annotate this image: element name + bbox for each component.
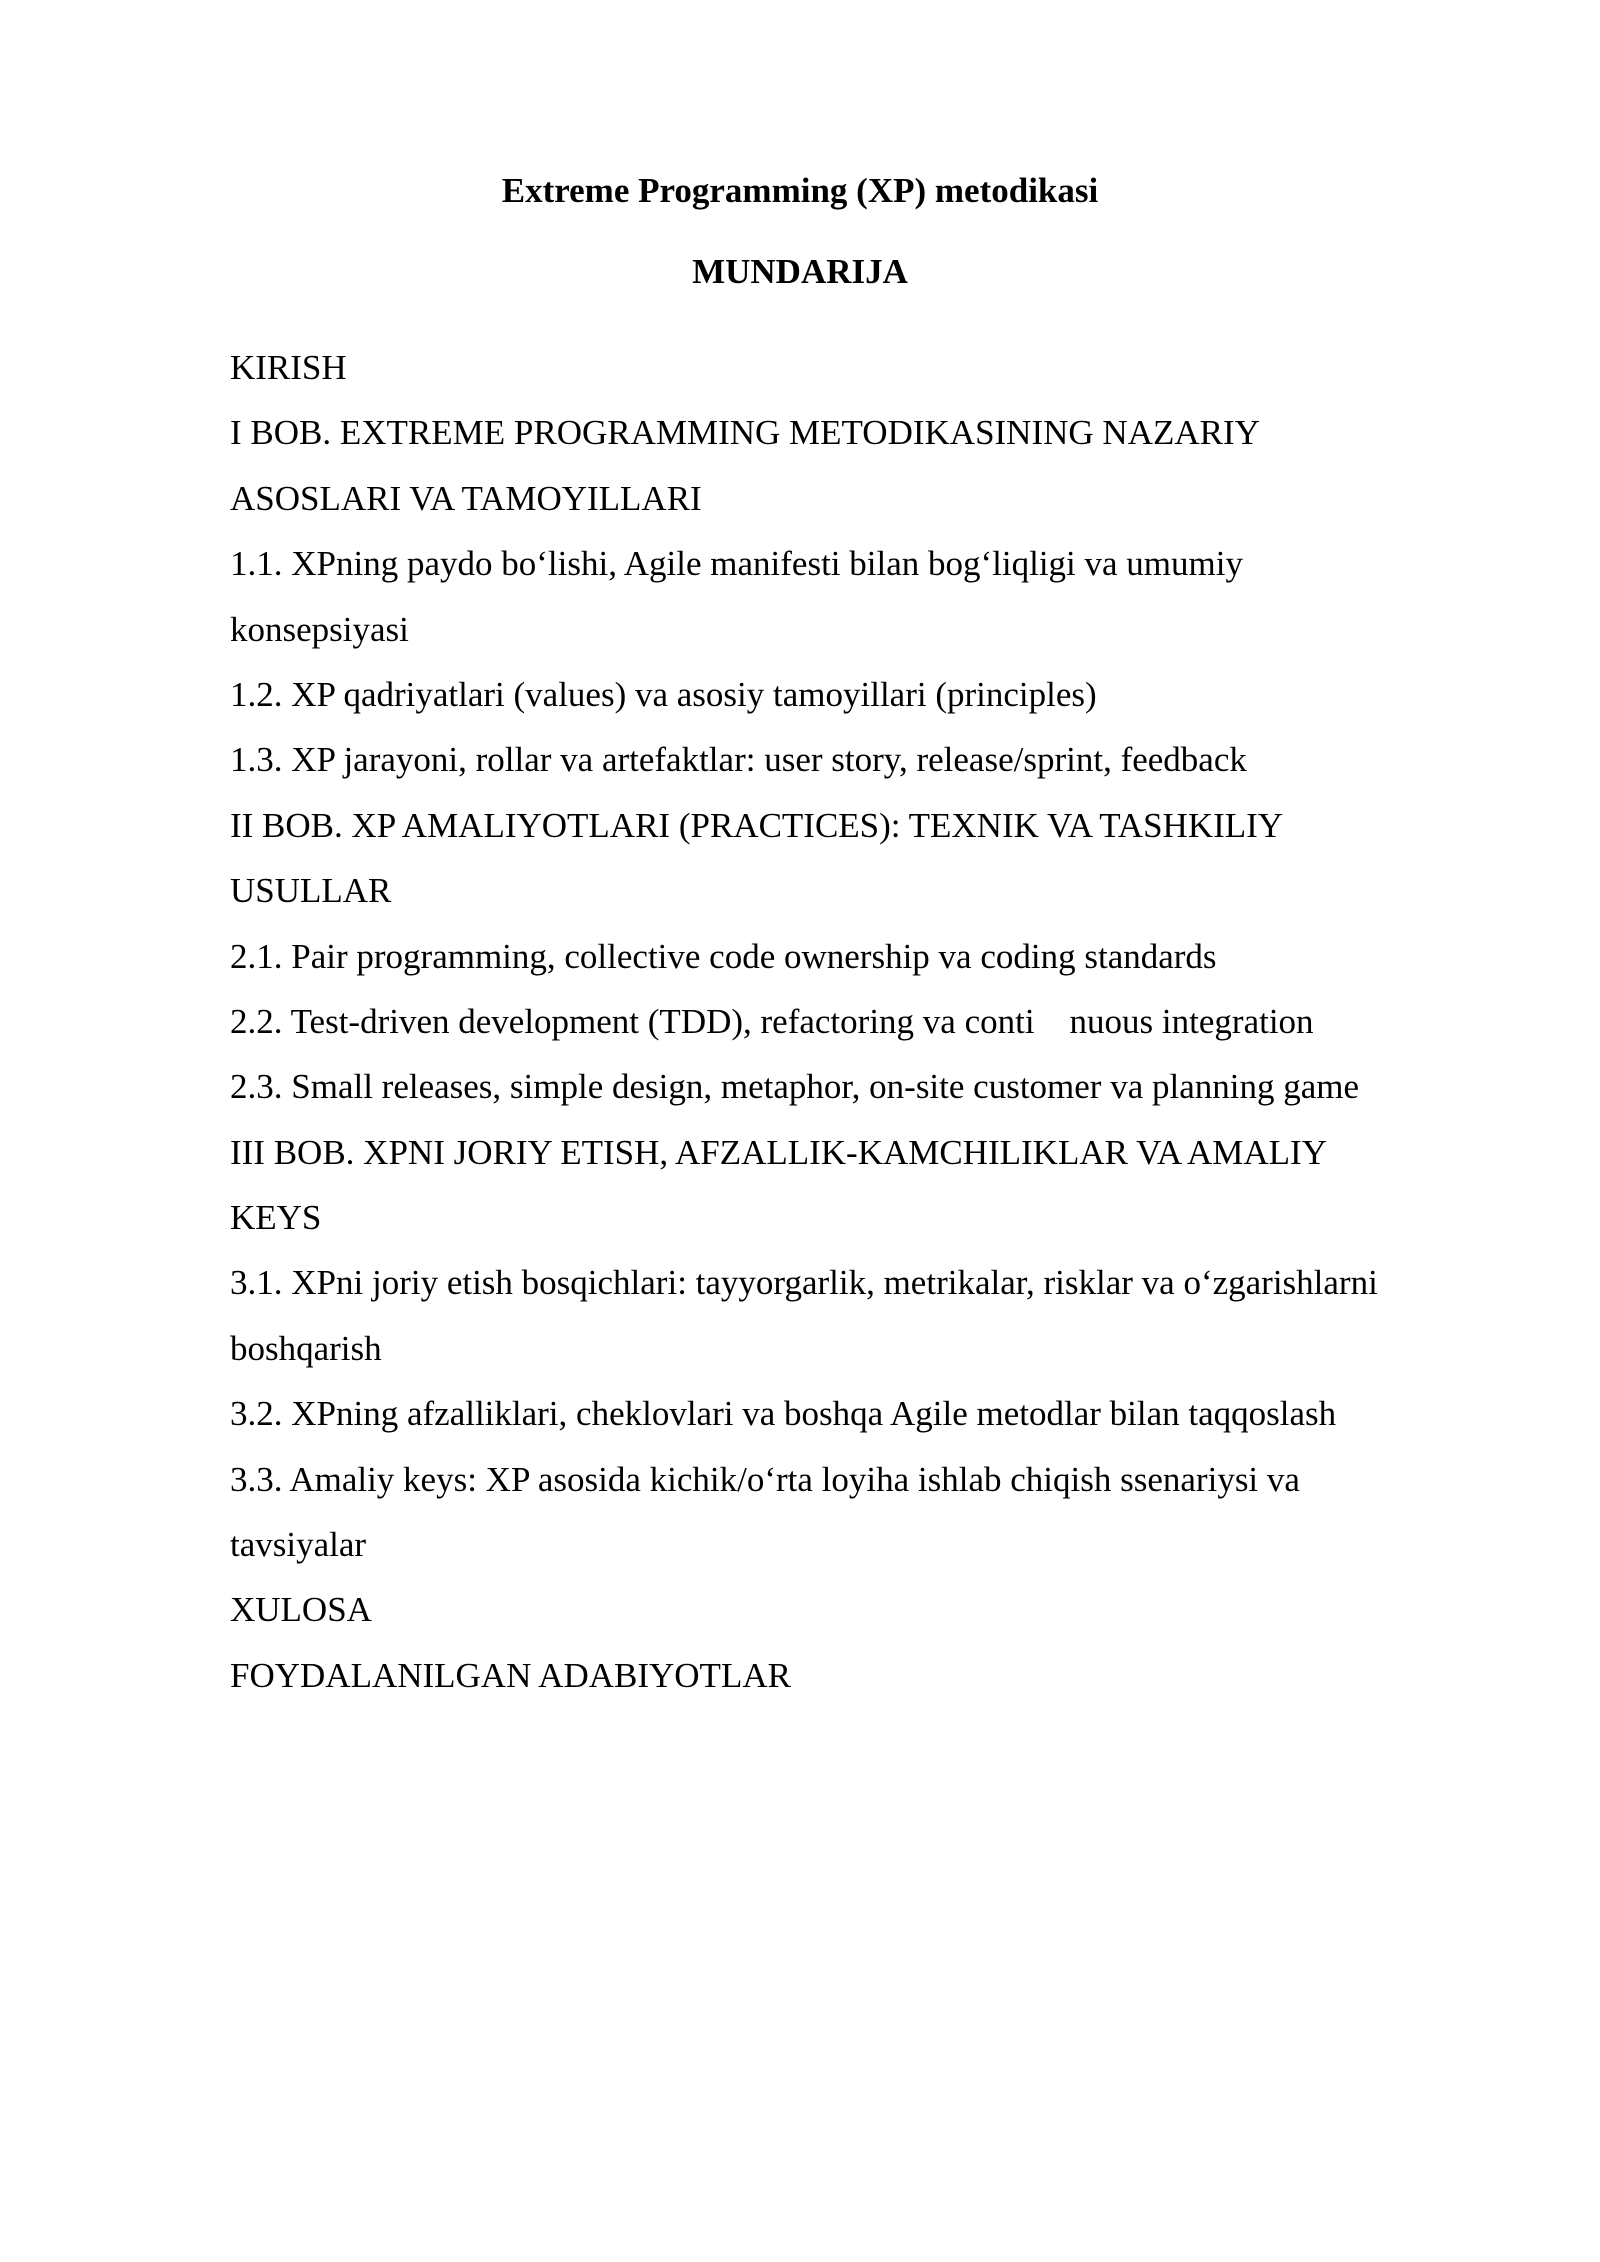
toc-line-section-1-1: 1.1. XPning paydo bo‘lishi, Agile manifesti bilan bog‘liqligi va umumiy [230, 544, 1243, 584]
document-title: Extreme Programming (XP) metodikasi [501, 171, 1099, 210]
toc-line-chapter-3: III BOB. XPNI JORIY ETISH, AFZALLIK-KAMCHILIKLAR VA AMALIY [230, 1132, 1327, 1172]
toc-line-section-2-2: 2.2. Test-driven development (TDD), refactoring va conti nuous integration [230, 1001, 1314, 1041]
toc-line-references: FOYDALANILGAN ADABIYOTLAR [230, 1655, 791, 1695]
toc-line-section-2-3: 2.3. Small releases, simple design, metaphor, on-site customer va planning game [230, 1067, 1360, 1107]
toc-line-section-2-1: 2.1. Pair programming, collective code ownership va coding standards [230, 936, 1217, 976]
toc-line-chapter-1: I BOB. EXTREME PROGRAMMING METODIKASINING NAZARIY [230, 413, 1260, 453]
toc-line-section-1-2: 1.2. XP qadriyatlari (values) va asosiy tamoyillari (principles) [230, 674, 1097, 714]
toc-line-chapter-2: II BOB. XP AMALIYOTLARI (PRACTICES): TEXNIK VA TASHKILIY [230, 805, 1284, 845]
toc-line-section-3-3-cont: tavsiyalar [230, 1525, 367, 1565]
toc-line-chapter-1-cont: ASOSLARI VA TAMOYILLARI [230, 478, 702, 518]
toc-heading: MUNDARIJA [692, 252, 908, 291]
toc-line-xulosa: XULOSA [230, 1590, 372, 1630]
toc-line-section-3-1: 3.1. XPni joriy etish bosqichlari: tayyorgarlik, metrikalar, risklar va o‘zgarishlarni [230, 1263, 1378, 1303]
toc-line-kirish: KIRISH [230, 348, 347, 387]
table-of-contents [230, 335, 1550, 1708]
toc-line-section-3-2: 3.2. XPning afzalliklari, cheklovlari va boshqa Agile metodlar bilan taqqoslash [230, 1394, 1337, 1434]
toc-line-section-3-1-cont: boshqarish [230, 1328, 382, 1368]
toc-line-section-1-3: 1.3. XP jarayoni, rollar va artefaktlar: user story, release/sprint, feedback [230, 740, 1247, 780]
toc-line-chapter-2-cont: USULLAR [230, 871, 392, 911]
toc-line-chapter-3-cont: KEYS [230, 1198, 322, 1238]
toc-line-section-1-1-cont: konsepsiyasi [230, 609, 409, 649]
toc-line-section-3-3: 3.3. Amaliy keys: XP asosida kichik/o‘rta loyiha ishlab chiqish ssenariysi va [230, 1459, 1300, 1499]
